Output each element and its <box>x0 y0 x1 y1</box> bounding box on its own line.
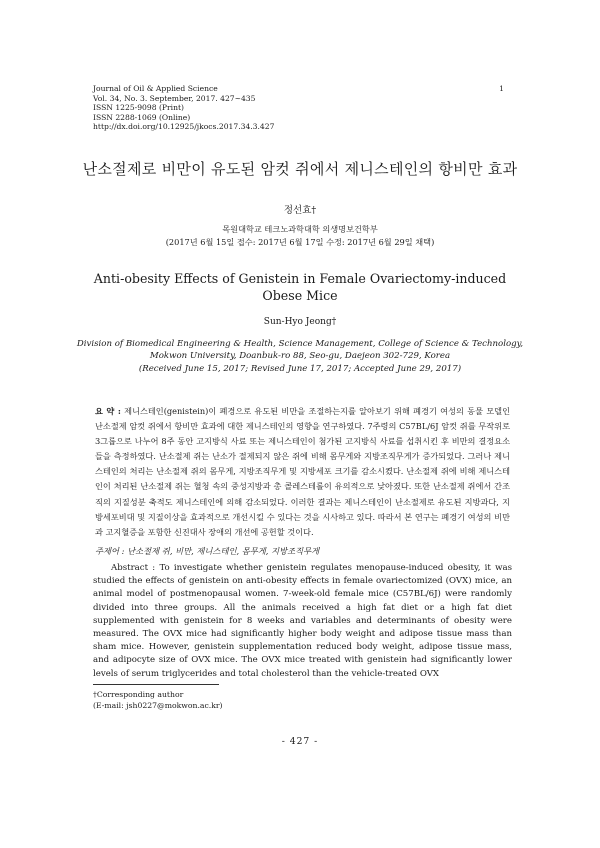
english-title <box>0 270 600 304</box>
page-number-top: 1 <box>499 84 504 93</box>
corresponding-author-note: †Corresponding author <box>93 690 184 699</box>
korean-title: 난소절제로 비만이 유도된 암컷 쥐에서 제니스테인의 항비만 효과 <box>82 160 518 178</box>
english-abstract-label: Abstract : <box>111 563 156 573</box>
english-affiliation-block <box>0 338 600 375</box>
korean-dates: (2017년 6월 15일 접수: 2017년 6월 17일 수정: 2017년 6월 29일 채택) <box>165 237 435 247</box>
english-abstract-text: To investigate whether genistein regulates menopause-induced obesity, it was studied the effects of genistein on anti-obesity effects in female ovariectomized (OVX) mice, an animal model of postmenopausal women. 7-week-old female mice (C57BL/6J) were randomly divided into three groups. All the animals received a high fat diet or a high fat diet supplemented with genistein for 8 weeks and variables and determinants of obesity were measured. The OVX mice had significantly higher body weight and adipose tissue mass than sham mice. However, genistein supplementation reduced body weight, adipose tissue mass, and adipocyte size of OVX mice. The OVX mice treated with genistein had significantly lower levels of serum triglycerides and total cholesterol than the vehicle-treated OVX <box>93 563 512 679</box>
footnote-divider <box>93 684 219 685</box>
page-number-bottom: - 427 - <box>281 736 319 747</box>
korean-abstract-label: 요 약 : <box>95 406 121 416</box>
english-author: Sun-Hyo Jeong† <box>263 317 337 327</box>
journal-name: Journal of Oil & Applied Science <box>93 84 218 93</box>
korean-abstract-text: 제니스테인(genistein)이 폐경으로 유도된 비만을 조절하는지를 알아보기 위해 폐경기 여성의 동물 모델인 난소절제 암컷 쥐에서 항비만 효과에 대한 제니스테인의 영향을 연구하였다. 7주령의 C57BL/6J 암컷 쥐를 무작위로 3그룹으로 나누어 8주 동안 고지방식 사료 또는 제니스테인이 첨가된 고지방식 사료를 섭취시킨 후 비만의 결정요소들을 측정하였다. 난소절제 쥐는 난소가 절제되지 않은 쥐에 비해 몸무게와 지방조직무게가 증가되었다. 그러나 제니스테인의 처리는 난소절제 쥐의 몸무게, 지방조직무게 및 지방세포 크기를 감소시켰다. 난소절제 쥐에 비해 제니스테인이 처리된 난소절제 쥐는 혈청 속의 중성지방과 총 콜레스테롤이 유의적으로 낮아졌다. 또한 난소절제 쥐에서 간조직의 지질성분 축적도 제니스테인에 의해 감소되었다. 이러한 결과는 제니스테인이 난소절제로 유도된 지방과다, 지방세포비대 및 지질이상을 효과적으로 개선시킬 수 있다는 것을 시사하고 있다. 따라서 본 연구는 폐경기 여성의 비만과 고지혈증을 포함한 신진대사 장애의 개선에 공헌할 것이다. <box>95 406 510 537</box>
issn-online: ISSN 2288-1069 (Online) <box>93 112 191 122</box>
korean-author: 정선효† <box>283 205 317 216</box>
korean-affiliation-block <box>0 223 600 249</box>
author-email[interactable]: (E-mail: jsh0227@mokwon.ac.kr) <box>93 700 223 710</box>
english-affiliation-line1: Division of Biomedical Engineering & Health, Science Management, College of Science & Technology, <box>76 339 524 349</box>
korean-keywords: 주제어 : 난소절제 쥐, 비만, 제니스테인, 몸무게, 지방조직무게 <box>95 546 320 556</box>
footnote <box>93 690 223 711</box>
english-dates: (Received June 15, 2017; Revised June 17, 2017; Accepted June 29, 2017) <box>138 363 462 374</box>
korean-abstract <box>95 404 510 540</box>
english-title-line2: Obese Mice <box>262 288 338 303</box>
english-affiliation-line2: Mokwon University, Doanbuk-ro 88, Seo-gu, Daejeon 302-729, Korea <box>149 351 451 362</box>
english-title-line1: Anti-obesity Effects of Genistein in Female Ovariectomy-induced <box>93 271 507 286</box>
english-abstract <box>93 562 512 681</box>
doi-link[interactable]: http://dx.doi.org/10.12925/jkocs.2017.34.3.427 <box>93 122 275 132</box>
volume-info: Vol. 34, No. 3. September, 2017. 427~435 <box>93 93 256 103</box>
journal-header <box>93 84 274 132</box>
korean-affiliation: 목원대학교 테크노과학대학 의생명보건학부 <box>222 224 378 234</box>
issn-print: ISSN 1225-9098 (Print) <box>93 103 184 113</box>
